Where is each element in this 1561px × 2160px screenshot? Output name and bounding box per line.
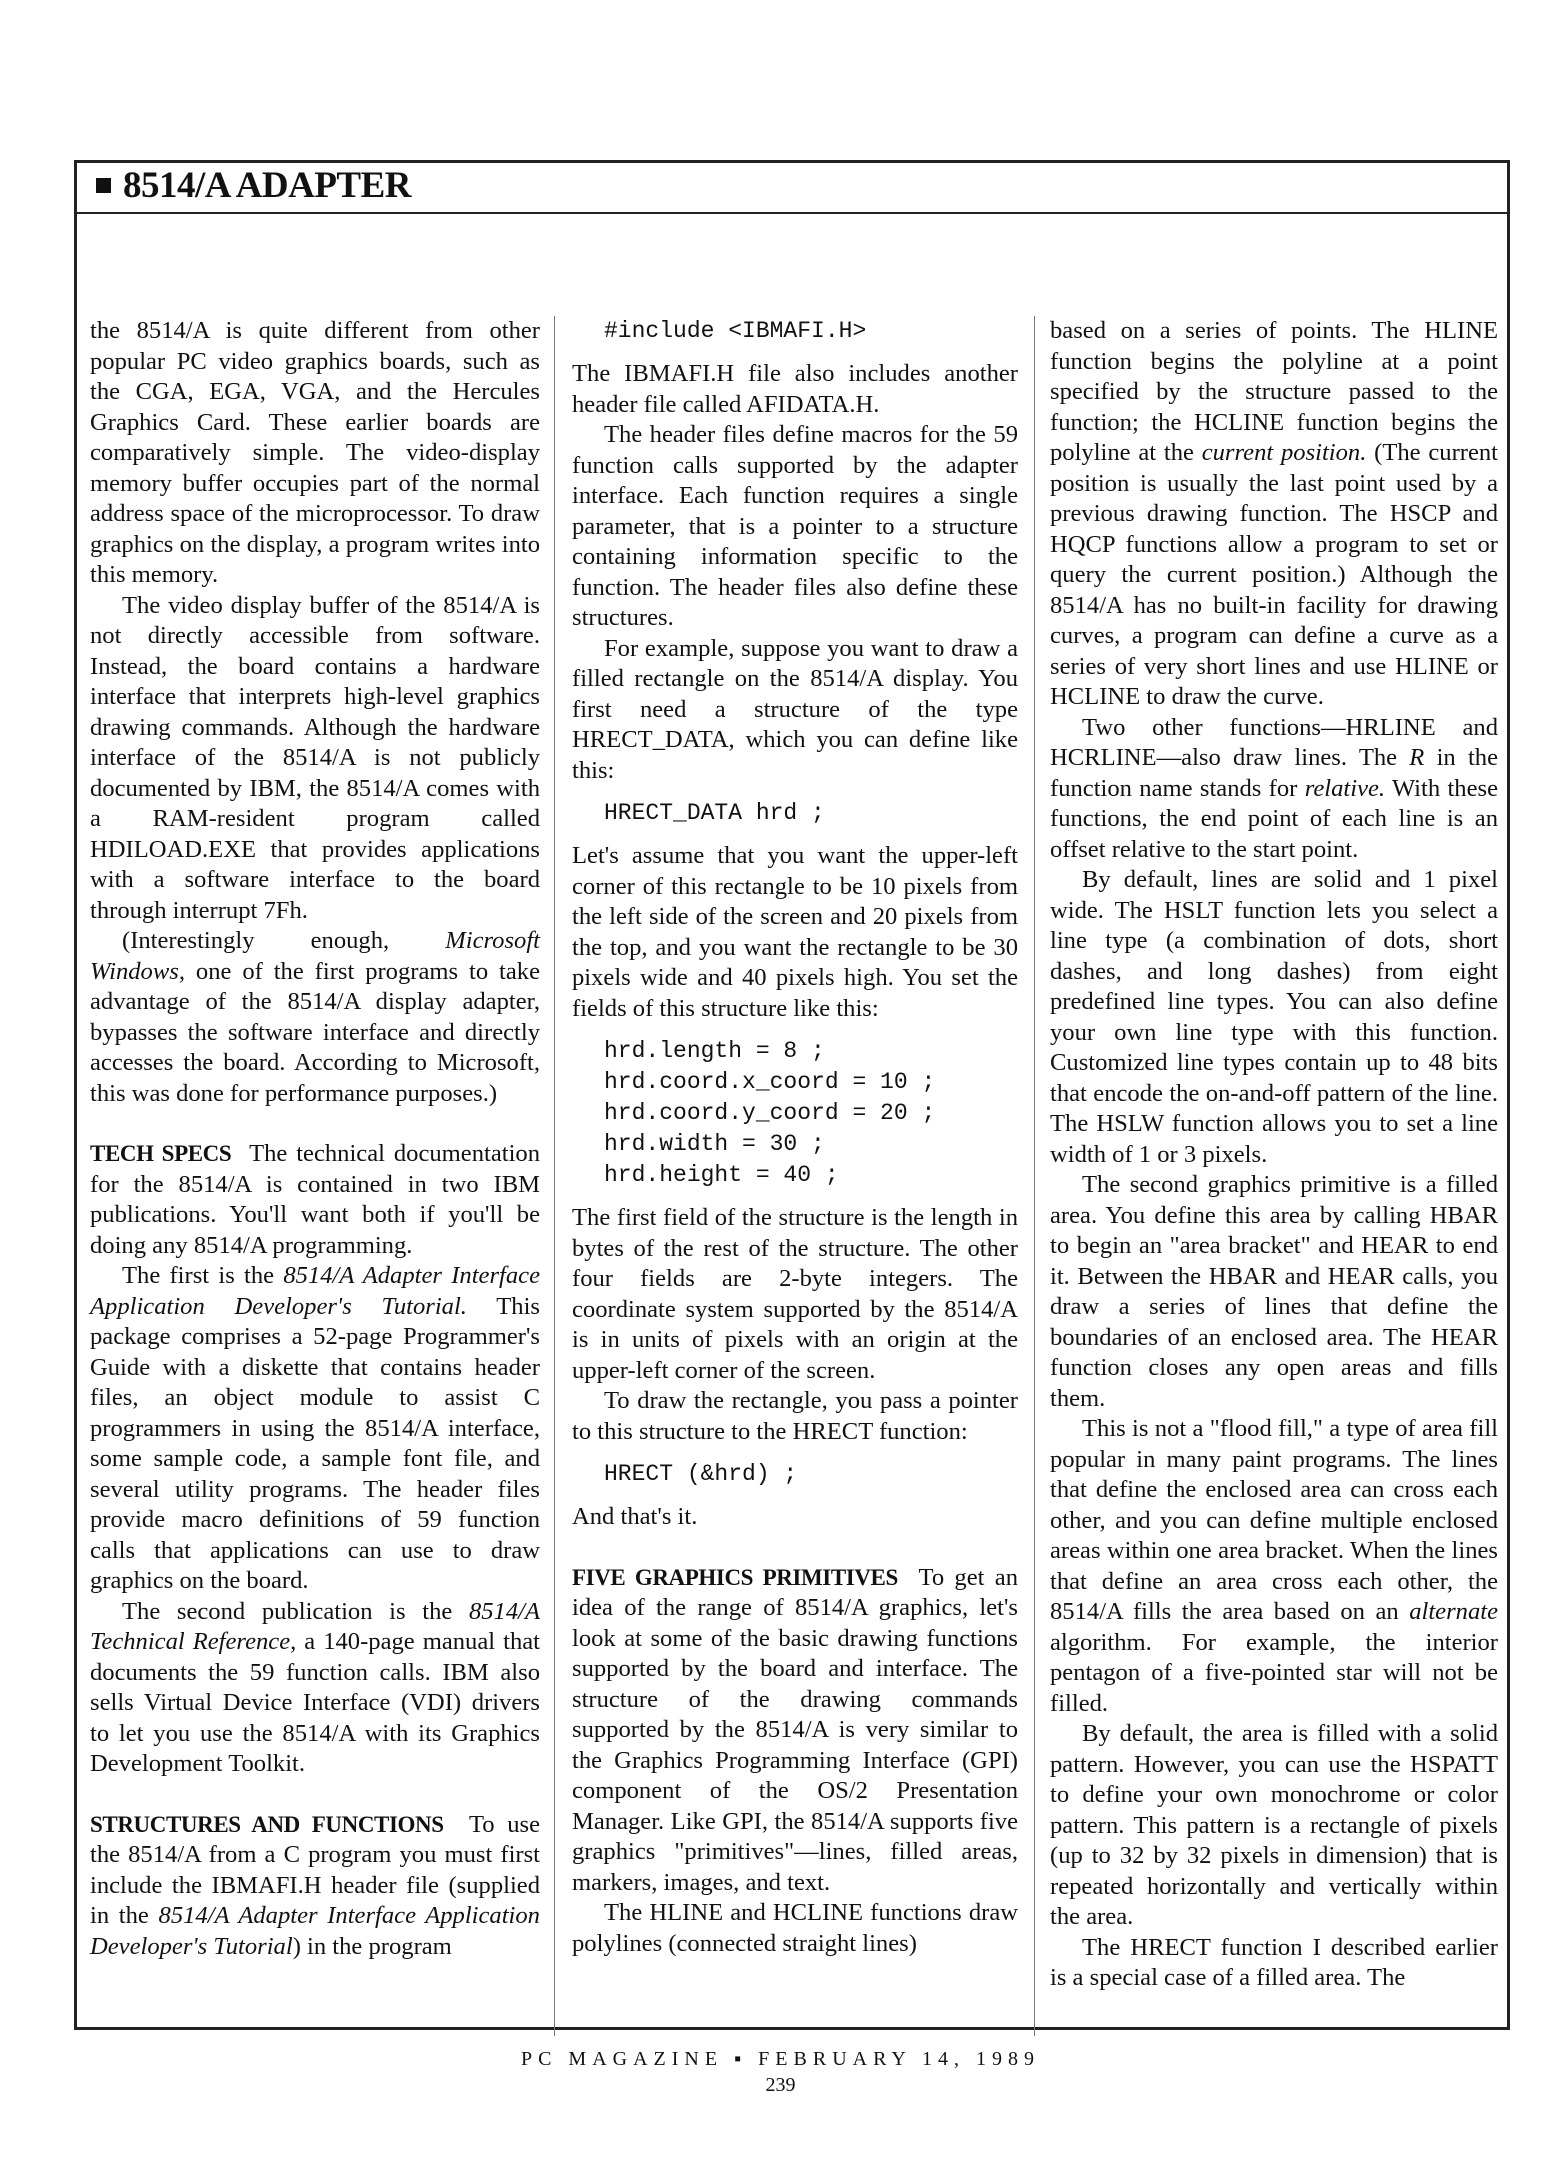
paragraph <box>1050 316 1498 713</box>
text-run: in the function name stands for <box>1050 744 1498 802</box>
text-run: To get an idea of the range of 8514/A graphics, let's look at some of the basic drawing functions supported by the board and interface. The structure of the drawing commands supported by the 8514/A is very similar to the Graphics Programming Interface (GPI) component of the OS/2 Presentation Manager. Like GPI, the 8514/A supports five graphics "primitives"—lines, filled areas, markers, images, and text. <box>572 1563 1018 1896</box>
text-run: The technical documentation for the 8514/A is contained in two IBM publications. You'll want both if you'll be doing any 8514/A programming. <box>90 1140 541 1259</box>
text-run: This package comprises a 52-page Programmer's Guide with a diskette that contains header files, an object module to assist C programmers in using the 8514/A interface, some sample code, a sample font file, and several utility programs. The header files provide macro definitions of 59 function calls that applications can use to draw graphics on the board. <box>90 1292 540 1594</box>
paragraph: The video display buffer of the 8514/A is not directly accessible from software. Instead, the board contains a hardware interface that interprets high-level graphics drawing commands. Although the hardware interface of the 8514/A is not publicly documented by IBM, the 8514/A comes with a RAM-resident program called HDILOAD.EXE that provides applications with a software interface to the board through interrupt 7Fh. <box>90 591 540 924</box>
paragraph: To draw the rectangle, you pass a pointer to this structure to the HRECT function: <box>572 1387 1018 1445</box>
emphasis: relative. <box>1304 774 1386 802</box>
text-run: (The current position is usually the last point used by a previous drawing function. The HSCP and HQCP functions allow a program to set or query the current position.) Although the 8514/A has no built-in facility for drawing curves, a program can define a curve as a series of very short lines and use HLINE or HCLINE to draw the curve. <box>1050 439 1498 710</box>
emphasis: R <box>1409 744 1425 771</box>
paragraph <box>90 1261 540 1597</box>
paragraph: The HRECT function I described earlier is a special case of a filled area. The <box>1050 1933 1498 1991</box>
footer-publication: PC MAGAZINE ▪ FEBRUARY 14, 1989 <box>520 2048 1041 2070</box>
paragraph <box>1050 713 1498 866</box>
paragraph <box>90 1139 540 1261</box>
paragraph: The header files define macros for the 59 function calls supported by the adapter interface. Each function requires a single parameter, that is a pointer to a structure containing information specific to the function. The header files also define these structures. <box>572 421 1018 631</box>
paragraph: By default, lines are solid and 1 pixel wide. The HSLT function lets you select a line type (a combination of dots, short dashes, and long dashes) from eight predefined line types. You can also define your own line type with this function. Customized line types contain up to 48 bits that encode the on-and-off pattern of the line. The HSLW function allows you to set a line width of 1 or 3 pixels. <box>1050 866 1498 1168</box>
emphasis: Microsoft Windows, <box>90 927 540 985</box>
paragraph: The HLINE and HCLINE functions draw polylines (connected straight lines) <box>572 1899 1018 1957</box>
text-run: ) in the program <box>292 1932 452 1960</box>
column-1 <box>90 316 540 1962</box>
code-block: #include <IBMAFI.H> <box>604 318 867 344</box>
paragraph <box>1050 1414 1498 1719</box>
text-run: one of the first programs to take advantage of the 8514/A display adapter, bypasses the software interface and directly accesses the board. According to Microsoft, this was done for performance purposes.) <box>90 957 540 1107</box>
text-run: Two other functions—HRLINE and HCRLINE—also draw lines. The <box>1050 713 1498 771</box>
paragraph: And that's it. <box>572 1503 698 1530</box>
paragraph <box>90 1597 540 1780</box>
paragraph: Let's assume that you want the upper-left corner of this rectangle to be 10 pixels from the left side of the screen and 20 pixels from the top, and you want the rectangle to be 30 pixels wide and 40 pixels high. You set the fields of this structure like this: <box>572 842 1018 1022</box>
emphasis: current position. <box>1201 439 1367 466</box>
section-title <box>96 164 411 207</box>
text-run: a 140-page manual that documents the 59 function calls. IBM also sells Virtual Device Interface (VDI) drivers to let you use the 8514/A with its Graphics Development Toolkit. <box>90 1628 540 1777</box>
subhead-tech-specs: TECH SPECS <box>90 1141 232 1166</box>
text-run: algorithm. For example, the interior pentagon of a five-pointed star will not be filled. <box>1050 1628 1498 1717</box>
paragraph <box>572 1563 1018 1899</box>
bullet-icon <box>96 178 111 193</box>
column-3 <box>1050 316 1498 1994</box>
emphasis: 8514/A Adapter Interface Application Developer's Tutorial <box>90 1902 540 1960</box>
text-run: To use the 8514/A from a C program you must first include the IBMAFI.H header file (supplied in the <box>90 1810 540 1929</box>
text-run: This is not a "flood fill," a type of area fill popular in many paint programs. The lines that define the enclosed area can cross each other, and you can define multiple enclosed areas within one area bracket. When the lines that define an area cross each other, the 8514/A fills the area based on an <box>1050 1415 1498 1625</box>
paragraph: The IBMAFI.H file also includes another header file called AFIDATA.H. <box>572 360 1018 418</box>
text-run: based on a series of points. The HLINE function begins the polyline at a point specified by the structure passed to the function; the HCLINE function begins the polyline at the <box>1050 317 1498 466</box>
paragraph: For example, suppose you want to draw a filled rectangle on the 8514/A display. You first need a structure of the type HRECT_DATA, which you can define like this: <box>572 634 1018 784</box>
subhead-five-primitives: FIVE GRAPHICS PRIMITIVES <box>572 1564 898 1590</box>
subhead-structures: STRUCTURES AND FUNCTIONS <box>90 1811 444 1837</box>
paragraph <box>90 1810 540 1963</box>
text-run: The first is the <box>122 1262 284 1289</box>
code-block: HRECT (&hrd) ; <box>604 1461 798 1487</box>
text-run: (Interestingly enough, <box>122 927 446 954</box>
emphasis: 8514/A Technical Reference, <box>90 1597 540 1655</box>
column-divider <box>554 316 555 2036</box>
emphasis: alternate <box>1409 1598 1498 1625</box>
code-block: hrd.length = 8 ; hrd.coord.x_coord = 10 ; hrd.coord.y_coord = 20 ; hrd.width = 30 ; hrd.height = 40 ; <box>604 1038 936 1188</box>
text-run: With these functions, the end point of each line is an offset relative to the start point. <box>1050 774 1498 863</box>
section-title-text: 8514/A ADAPTER <box>123 165 412 206</box>
paragraph: the 8514/A is quite different from other popular PC video graphics boards, such as the CGA, EGA, VGA, and the Hercules Graphics Card. These earlier boards are comparatively simple. The video-display memory buffer occupies part of the normal address space of the microprocessor. To draw graphics on the display, a program writes into this memory. <box>90 317 540 588</box>
column-2 <box>572 316 1018 1959</box>
paragraph: By default, the area is filled with a solid pattern. However, you can use the HSPATT to define your own monochrome or color pattern. This pattern is a rectangle of pixels (up to 32 by 32 pixels in dimension) that is repeated horizontally and vertically within the area. <box>1050 1720 1498 1930</box>
code-block: HRECT_DATA hrd ; <box>604 800 825 826</box>
paragraph <box>90 926 540 1109</box>
emphasis: 8514/A Adapter Interface Application Developer's Tutorial. <box>90 1262 540 1320</box>
paragraph: The first field of the structure is the length in bytes of the rest of the structure. The other four fields are 2-byte integers. The coordinate system supported by the 8514/A is in units of pixels with an origin at the upper-left corner of the screen. <box>572 1204 1018 1384</box>
text-run: The second publication is the <box>122 1597 469 1625</box>
column-divider <box>1034 316 1035 2036</box>
paragraph: The second graphics primitive is a filled area. You define this area by calling HBAR to begin an "area bracket" and HEAR to end it. Between the HBAR and HEAR calls, you draw a series of lines that define the boundaries of an enclosed area. The HEAR function closes any open areas and fills them. <box>1050 1171 1498 1412</box>
page-number: 239 <box>765 2074 796 2096</box>
section-header <box>74 160 1510 214</box>
